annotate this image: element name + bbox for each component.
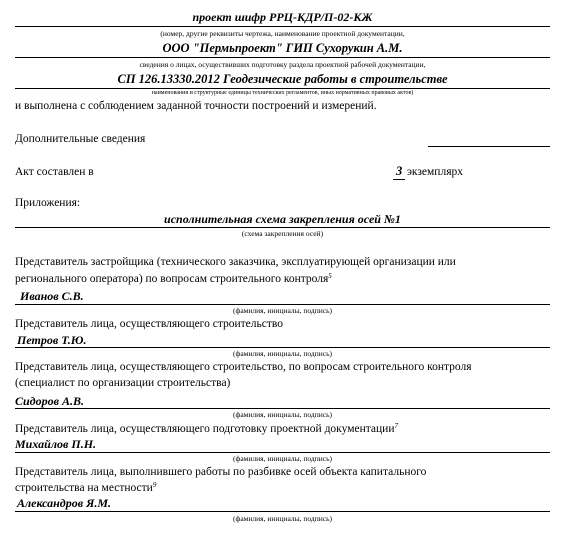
attachments-value: исполнительная схема закрепления осей №1 — [164, 212, 401, 226]
copies-unit: экземплярх — [407, 166, 463, 178]
representative-title: Представитель лица, осуществляющего строительство, по вопросам строительного контроля — [15, 361, 472, 373]
representative-name: Михайлов П.Н. — [15, 437, 97, 451]
organization-name: ООО "Пермьпроект" ГИП Сухорукин А.М. — [162, 41, 403, 55]
representative-title: строительства на местности$^9$ — [15, 481, 157, 494]
signature-caption: (фамилия, инициалы, подпись) — [232, 349, 333, 358]
representative-name: Петров Т.Ю. — [17, 333, 87, 347]
copies-label: Акт составлен в — [15, 166, 94, 178]
representative-title: (специалист по организации строительства) — [15, 377, 231, 389]
attachments-caption: (схема закрепления осей) — [241, 229, 324, 238]
footnote-marker: 5 — [328, 272, 332, 280]
representative-title: Представитель лица, осуществляющего подготовку проектной документации$^7$ — [15, 422, 398, 435]
footnote-marker: 9 — [152, 481, 157, 489]
standard-reference: СП 126.13330.2012 Геодезические работы в строительстве — [117, 72, 448, 86]
signature-line — [15, 511, 550, 512]
additional-info-field — [428, 146, 550, 147]
signature-caption: (фамилия, инициалы, подпись) — [232, 410, 333, 419]
footnote-marker: 7 — [394, 422, 398, 430]
copies-count: 3 — [396, 164, 403, 178]
attachments-label: Приложения: — [15, 197, 81, 209]
signature-line — [15, 408, 550, 409]
additional-info-label: Дополнительные сведения — [15, 133, 146, 145]
representative-name: Александров Я.М. — [17, 496, 112, 510]
organization-caption: сведения о лицах, осуществивших подготовку раздела проектной рабочей документации, — [139, 60, 426, 69]
copies-count-underline — [393, 179, 405, 180]
signature-line — [15, 452, 550, 453]
signature-caption: (фамилия, инициалы, подпись) — [232, 306, 333, 315]
representative-name: Сидоров А.В. — [15, 394, 84, 408]
representative-name: Иванов С.В. — [20, 289, 84, 303]
signature-line — [15, 304, 550, 305]
project-reference: проект шифр РРЦ-КДР/П-02-КЖ — [192, 10, 373, 24]
divider — [15, 227, 550, 228]
project-caption: (номер, другие реквизиты чертежа, наименование проектной документации, — [160, 29, 405, 38]
divider — [15, 57, 550, 58]
standard-caption: наименования и структурные единицы технических регламентов, иных нормативных правовых актов) — [151, 90, 414, 96]
representative-title: Представитель застройщика (технического заказчика, эксплуатирующей организации или — [15, 256, 456, 268]
divider — [15, 88, 550, 89]
compliance-text: и выполнена с соблюдением заданной точности построений и измерений. — [15, 100, 377, 112]
signature-line — [15, 347, 550, 348]
representative-title: регионального оператора) по вопросам строительного контроля$^5$ — [15, 272, 332, 285]
representative-title: Представитель лица, выполнившего работы по разбивке осей объекта капитального — [15, 466, 427, 478]
signature-caption: (фамилия, инициалы, подпись) — [232, 454, 333, 463]
representative-title: Представитель лица, осуществляющего строительство — [15, 318, 284, 330]
signature-caption: (фамилия, инициалы, подпись) — [232, 514, 333, 523]
divider — [15, 26, 550, 27]
